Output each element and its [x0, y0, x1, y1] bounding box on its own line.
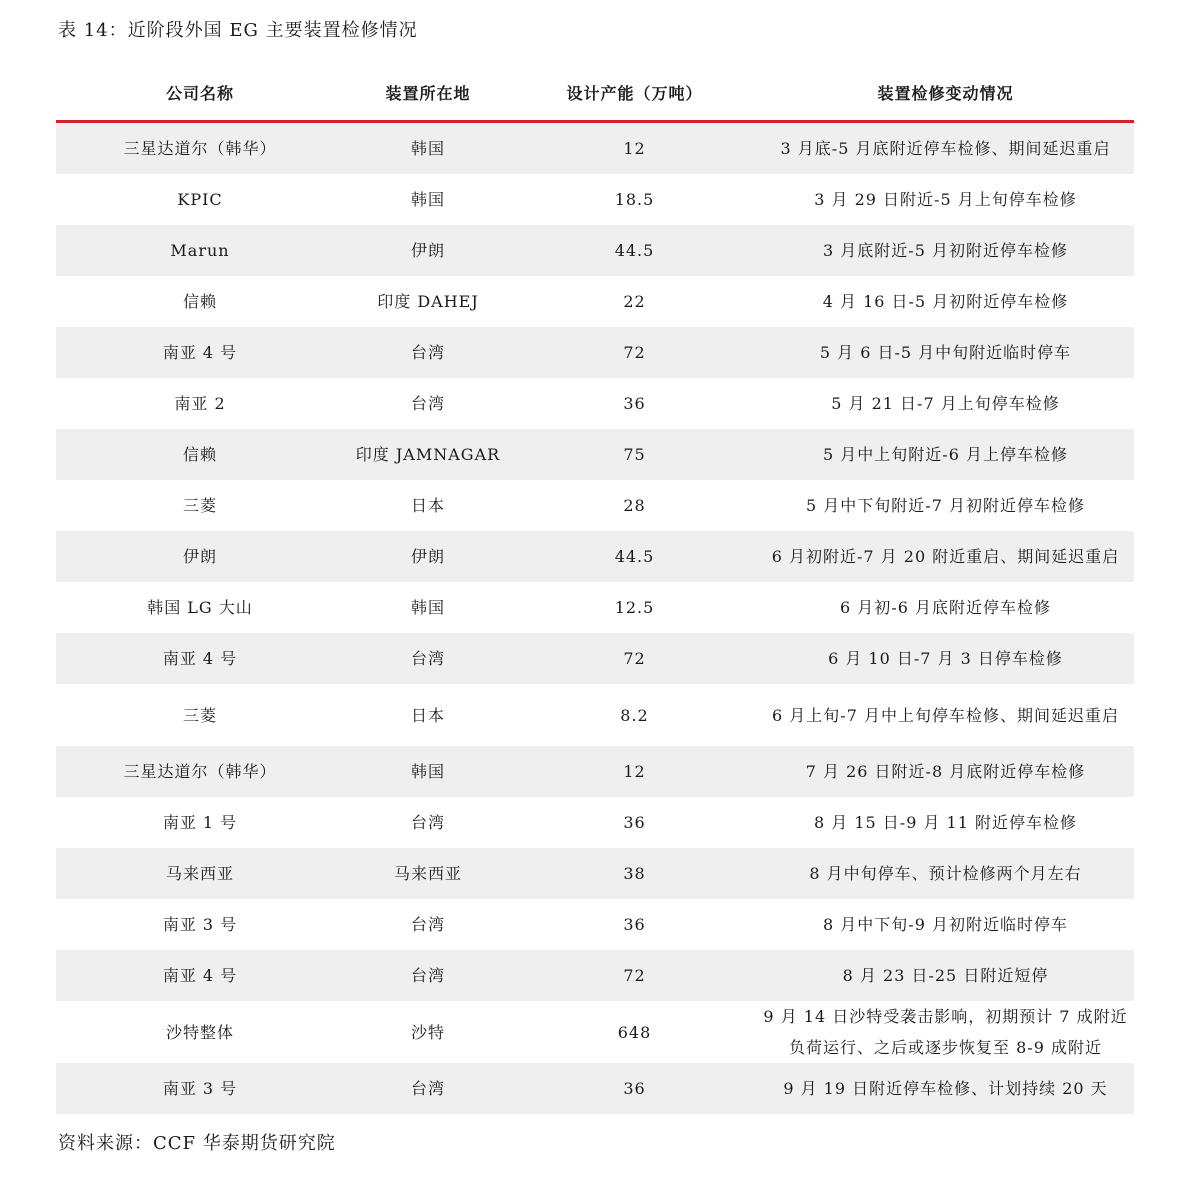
cell-maintenance-status: 8 月中旬停车、预计检修两个月左右 — [809, 864, 1082, 883]
cell-maintenance-status: 6 月 10 日-7 月 3 日停车检修 — [828, 649, 1063, 668]
cell-company: 信赖 — [182, 292, 217, 311]
cell-company: 南亚 1 号 — [162, 813, 238, 832]
cell-company: 南亚 3 号 — [162, 1079, 238, 1098]
cell-capacity: 44.5 — [614, 241, 655, 260]
cell-maintenance-status: 9 月 19 日附近停车检修、计划持续 20 天 — [783, 1079, 1108, 1098]
cell-location: 韩国 — [410, 139, 445, 158]
cell-company: 南亚 3 号 — [162, 915, 238, 934]
cell-location: 日本 — [410, 705, 445, 725]
cell-location: 韩国 — [410, 762, 445, 781]
table-row — [56, 531, 1134, 582]
cell-location: 台湾 — [410, 394, 445, 413]
cell-capacity: 648 — [617, 1022, 652, 1042]
table-row — [56, 225, 1134, 276]
table-caption: 表 14：近阶段外国 EG 主要装置检修情况 — [58, 20, 418, 41]
cell-company: 沙特整体 — [165, 1022, 234, 1042]
table-row — [56, 684, 1134, 746]
cell-capacity: 12 — [623, 139, 646, 158]
cell-location: 台湾 — [410, 915, 445, 934]
cell-location: 伊朗 — [410, 241, 445, 260]
cell-maintenance-status: 6 月初-6 月底附近停车检修 — [840, 598, 1051, 617]
table-row — [56, 378, 1134, 429]
cell-maintenance-status: 3 月底附近-5 月初附近停车检修 — [823, 241, 1068, 260]
cell-company: Marun — [170, 241, 230, 260]
cell-capacity: 28 — [623, 496, 646, 515]
table-row — [56, 276, 1134, 327]
table-body — [56, 123, 1134, 1114]
cell-capacity: 36 — [623, 394, 646, 413]
cell-maintenance-status: 3 月底-5 月底附近停车检修、期间延迟重启 — [780, 139, 1111, 158]
cell-company: 三星达道尔（韩华） — [123, 762, 277, 781]
cell-company: 南亚 4 号 — [162, 343, 238, 362]
cell-location: 伊朗 — [410, 547, 445, 566]
table-row — [56, 429, 1134, 480]
cell-maintenance-status: 5 月中下旬附近-7 月初附近停车检修 — [806, 496, 1085, 515]
cell-maintenance-status: 3 月 29 日附近-5 月上旬停车检修 — [814, 190, 1077, 209]
cell-location: 马来西亚 — [393, 864, 462, 883]
cell-capacity: 75 — [623, 445, 646, 464]
cell-company: 南亚 4 号 — [162, 649, 238, 668]
cell-capacity: 8.2 — [620, 705, 649, 725]
cell-maintenance-status: 8 月 15 日-9 月 11 附近停车检修 — [813, 813, 1077, 832]
cell-capacity: 12.5 — [614, 598, 655, 617]
table-row — [56, 848, 1134, 899]
cell-location: 沙特 — [410, 1022, 445, 1042]
cell-location: 日本 — [410, 496, 445, 515]
cell-maintenance-status: 5 月 21 日-7 月上旬停车检修 — [831, 394, 1060, 413]
cell-capacity: 18.5 — [614, 190, 655, 209]
cell-maintenance-status: 9 月 14 日沙特受袭击影响，初期预计 7 成附近负荷运行、之后或逐步恢复至 8-9 成附近 — [763, 1007, 1128, 1057]
source-note: 资料来源：CCF 华泰期货研究院 — [58, 1133, 336, 1154]
cell-location: 台湾 — [410, 649, 445, 668]
table-row — [56, 123, 1134, 174]
cell-maintenance-status: 6 月上旬-7 月中上旬停车检修、期间延迟重启 — [772, 705, 1119, 725]
cell-capacity: 38 — [623, 864, 646, 883]
cell-company: 伊朗 — [182, 547, 217, 566]
table-row — [56, 950, 1134, 1001]
cell-company: 三菱 — [182, 496, 217, 515]
header-maintenance-status: 装置检修变动情况 — [877, 84, 1014, 103]
cell-company: 南亚 2 — [174, 394, 226, 413]
table-row — [56, 633, 1134, 684]
table-row — [56, 1001, 1134, 1063]
table-row — [56, 797, 1134, 848]
cell-location: 台湾 — [410, 343, 445, 362]
cell-location: 印度 DAHEJ — [377, 292, 479, 311]
cell-capacity: 36 — [623, 813, 646, 832]
cell-company: 信赖 — [182, 445, 217, 464]
cell-maintenance-status: 4 月 16 日-5 月初附近停车检修 — [822, 292, 1069, 311]
cell-maintenance-status: 7 月 26 日附近-8 月底附近停车检修 — [805, 762, 1086, 781]
cell-capacity: 72 — [623, 649, 646, 668]
table-row — [56, 746, 1134, 797]
cell-capacity: 44.5 — [614, 547, 655, 566]
table-header-row — [56, 68, 1134, 123]
cell-maintenance-status: 6 月初附近-7 月 20 附近重启、期间延迟重启 — [771, 547, 1120, 566]
cell-capacity: 36 — [623, 915, 646, 934]
cell-company: 韩国 LG 大山 — [147, 598, 253, 617]
cell-location: 台湾 — [410, 966, 445, 985]
cell-location: 台湾 — [410, 1079, 445, 1098]
cell-company: KPIC — [177, 190, 223, 209]
table-row — [56, 480, 1134, 531]
cell-location: 台湾 — [410, 813, 445, 832]
cell-capacity: 72 — [623, 966, 646, 985]
table-row — [56, 582, 1134, 633]
table-row — [56, 327, 1134, 378]
header-company: 公司名称 — [165, 84, 234, 103]
cell-location: 印度 JAMNAGAR — [355, 445, 501, 464]
cell-capacity: 12 — [623, 762, 646, 781]
table-row — [56, 899, 1134, 950]
cell-location: 韩国 — [410, 190, 445, 209]
maintenance-table — [56, 68, 1134, 1114]
cell-maintenance-status: 8 月中下旬-9 月初附近临时停车 — [823, 915, 1068, 934]
cell-capacity: 22 — [623, 292, 646, 311]
cell-company: 三星达道尔（韩华） — [123, 139, 277, 158]
cell-maintenance-status: 5 月 6 日-5 月中旬附近临时停车 — [819, 343, 1072, 362]
header-location: 装置所在地 — [385, 84, 471, 103]
cell-capacity: 72 — [623, 343, 646, 362]
cell-capacity: 36 — [623, 1079, 646, 1098]
cell-maintenance-status: 5 月中上旬附近-6 月上停车检修 — [823, 445, 1068, 464]
cell-maintenance-status: 8 月 23 日-25 日附近短停 — [842, 966, 1049, 985]
table-row — [56, 1063, 1134, 1114]
cell-company: 马来西亚 — [165, 864, 234, 883]
cell-company: 三菱 — [182, 705, 217, 725]
cell-company: 南亚 4 号 — [162, 966, 238, 985]
table-row — [56, 174, 1134, 225]
header-capacity: 设计产能（万吨） — [566, 84, 703, 103]
cell-location: 韩国 — [410, 598, 445, 617]
